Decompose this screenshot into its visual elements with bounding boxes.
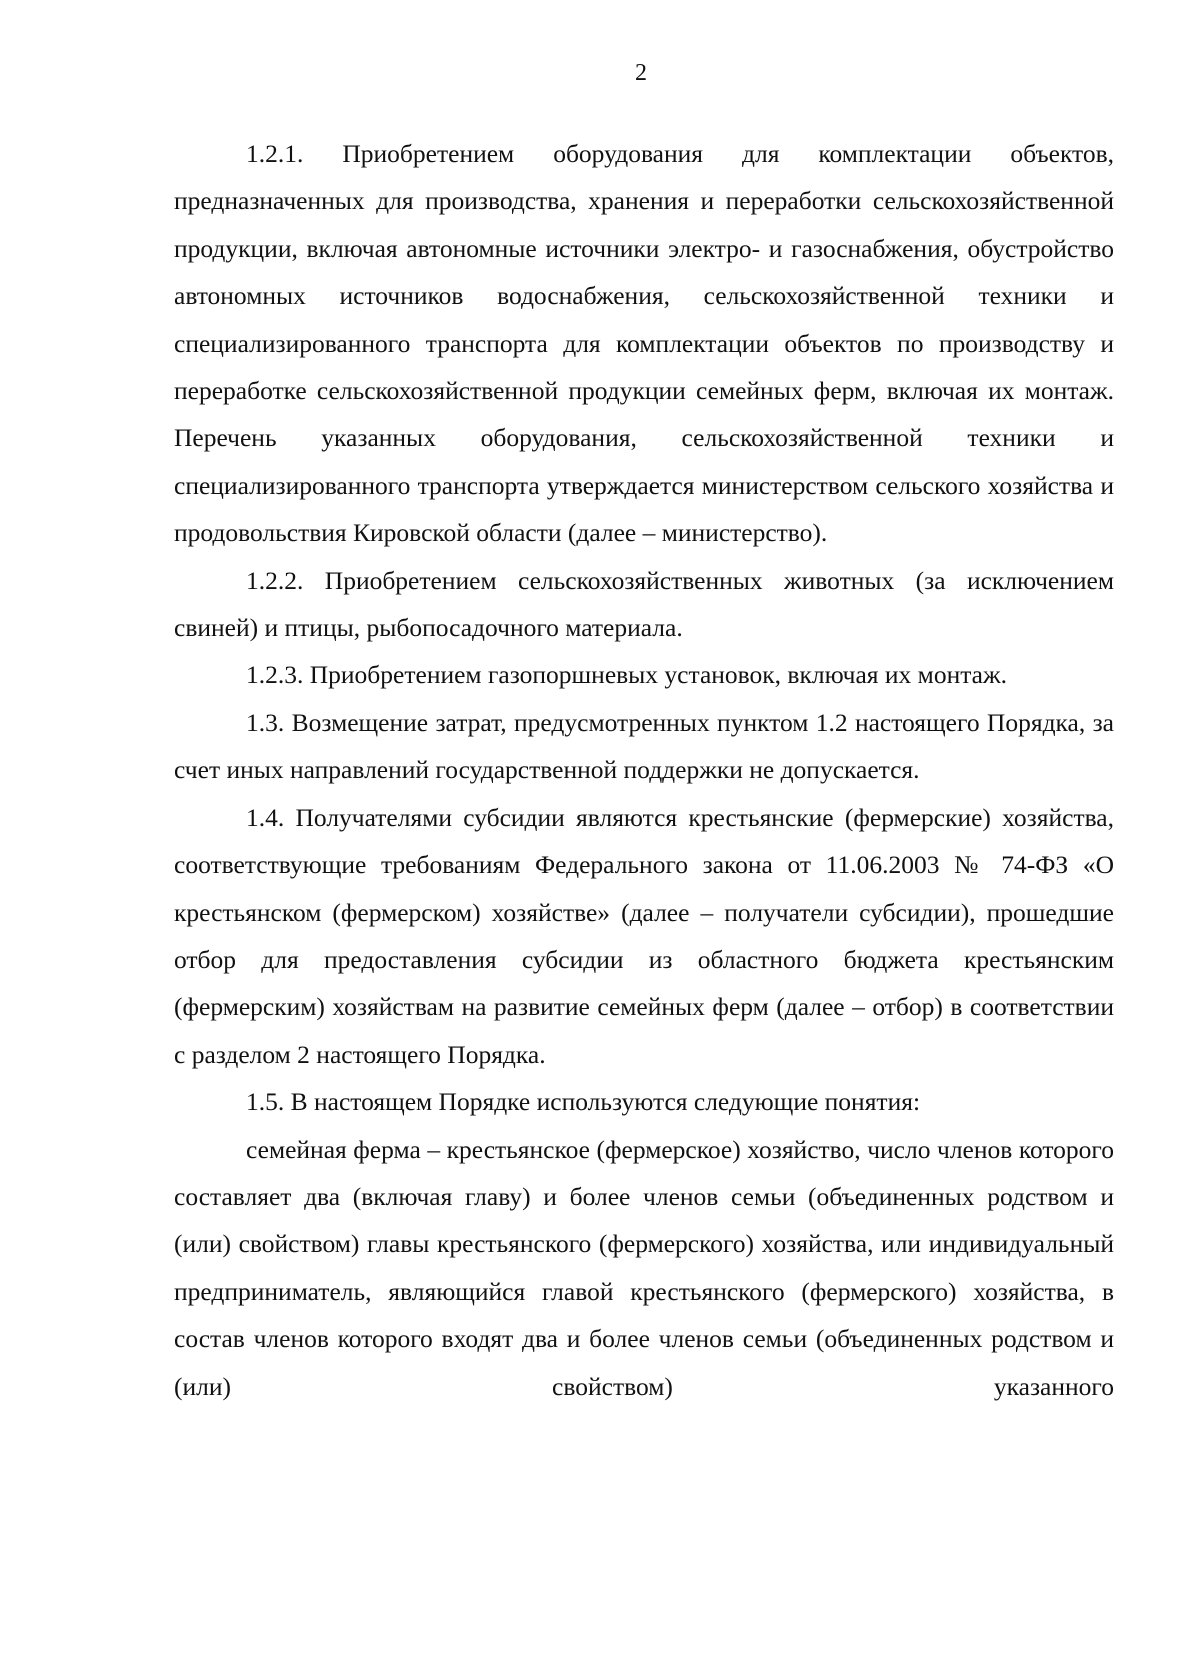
document-body (174, 130, 1114, 1410)
paragraph-family-farm-definition: семейная ферма – крестьянское (фермерское) хозяйство, число членов которого составляет два (включая главу) и более членов семьи (объединенных родством и (или) свойством) главы крестьянского (фермерского) хозяйства, или индивидуальный предприниматель, являющийся главой крестьянского (фермерского) хозяйства, в состав членов которого входят два и более членов семьи (объединенных родством и (или) свойством) указанного (174, 1134, 1114, 1401)
paragraph-1-5: 1.5. В настоящем Порядке используются следующие понятия: (246, 1087, 921, 1117)
paragraph-1-4: 1.4. Получателями субсидии являются крестьянские (фермерские) хозяйства, соответствующие требованиям Федерального закона от 11.06.2003 № 74-ФЗ «О крестьянском (фермерском) хозяйстве» (далее – получатели субсидии), прошедшие отбор для предоставления субсидии из областного бюджета крестьянским (фермерским) хозяйствам на развитие семейных ферм (далее – отбор) в соответствии с разделом 2 настоящего Порядка. (174, 802, 1114, 1069)
paragraph-1-3: 1.3. Возмещение затрат, предусмотренных пунктом 1.2 настоящего Порядка, за счет иных направлений государственной поддержки не допускается. (174, 707, 1114, 785)
paragraph-1-2-2: 1.2.2. Приобретением сельскохозяйственных животных (за исключением свиней) и птицы, рыбопосадочного материала. (174, 565, 1114, 643)
page-number: 2 (635, 60, 647, 86)
paragraph-1-2-1: 1.2.1. Приобретением оборудования для комплектации объектов, предназначенных для производства, хранения и переработки сельскохозяйственной продукции, включая автономные источники электро- и газоснабжения, обустройство автономных источников водоснабжения, сельскохозяйственной техники и специализированного транспорта для комплектации объектов по производству и переработке сельскохозяйственной продукции семейных ферм, включая их монтаж. Перечень указанных оборудования, сельскохозяйственной техники и специализированного транспорта утверждается министерством сельского хозяйства и продовольствия Кировской области (далее – министерство). (174, 139, 1114, 548)
paragraph-1-2-3: 1.2.3. Приобретением газопоршневых установок, включая их монтаж. (246, 660, 1007, 690)
